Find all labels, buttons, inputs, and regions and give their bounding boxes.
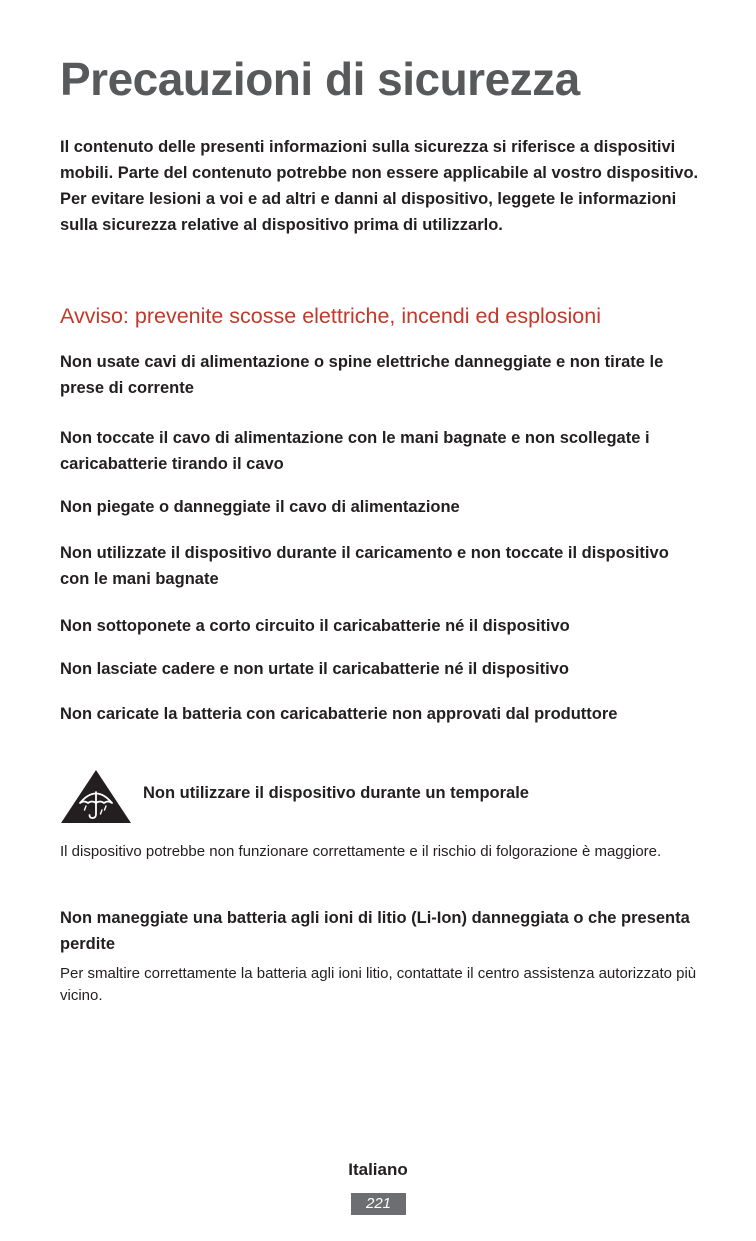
- section-heading: Avviso: prevenite scosse elettriche, incendi ed esplosioni: [60, 304, 601, 328]
- rule-item: Non toccate il cavo di alimentazione con le mani bagnate e non scollegate i caricabatterie tirando il cavo: [60, 429, 650, 473]
- rule-item: Non lasciate cadere e non urtate il caricabatterie né il dispositivo: [60, 660, 569, 678]
- rule-item: Non sottoponete a corto circuito il caricabatterie né il dispositivo: [60, 617, 570, 635]
- warning-row: [60, 768, 700, 824]
- rule-item: Non utilizzate il dispositivo durante il caricamento e non toccate il dispositivo con le mani bagnate: [60, 544, 669, 588]
- battery-title: Non maneggiate una batteria agli ioni di litio (Li-Ion) danneggiata o che presenta perdite: [60, 909, 690, 953]
- page-title: Precauzioni di sicurezza: [60, 53, 580, 105]
- warning-title: Non utilizzare il dispositivo durante un temporale: [143, 784, 529, 802]
- rule-item: Non usate cavi di alimentazione o spine elettriche danneggiate e non tirate le prese di corrente: [60, 353, 664, 397]
- battery-description: Per smaltire correttamente la batteria agli ioni litio, contattate il centro assistenza autorizzato più vicino.: [60, 965, 697, 1004]
- umbrella-warning-icon: [60, 768, 132, 824]
- rule-item: Non caricate la batteria con caricabatterie non approvati dal produttore: [60, 705, 618, 723]
- rule-item: Non piegate o danneggiate il cavo di alimentazione: [60, 498, 460, 516]
- intro-paragraph: Il contenuto delle presenti informazioni sulla sicurezza si riferisce a dispositivi mobili. Parte del contenuto potrebbe non essere applicabile al vostro dispositivo. Per evitare lesioni a voi e ad altri e danni al dispositivo, leggete le informazioni sulla sicurezza relative al dispositivo prima di utilizzarlo.: [60, 138, 699, 234]
- warning-description: Il dispositivo potrebbe non funzionare correttamente e il rischio di folgorazione è maggiore.: [60, 843, 662, 860]
- footer-language: Italiano: [348, 1160, 408, 1179]
- page-number: 221: [351, 1193, 406, 1215]
